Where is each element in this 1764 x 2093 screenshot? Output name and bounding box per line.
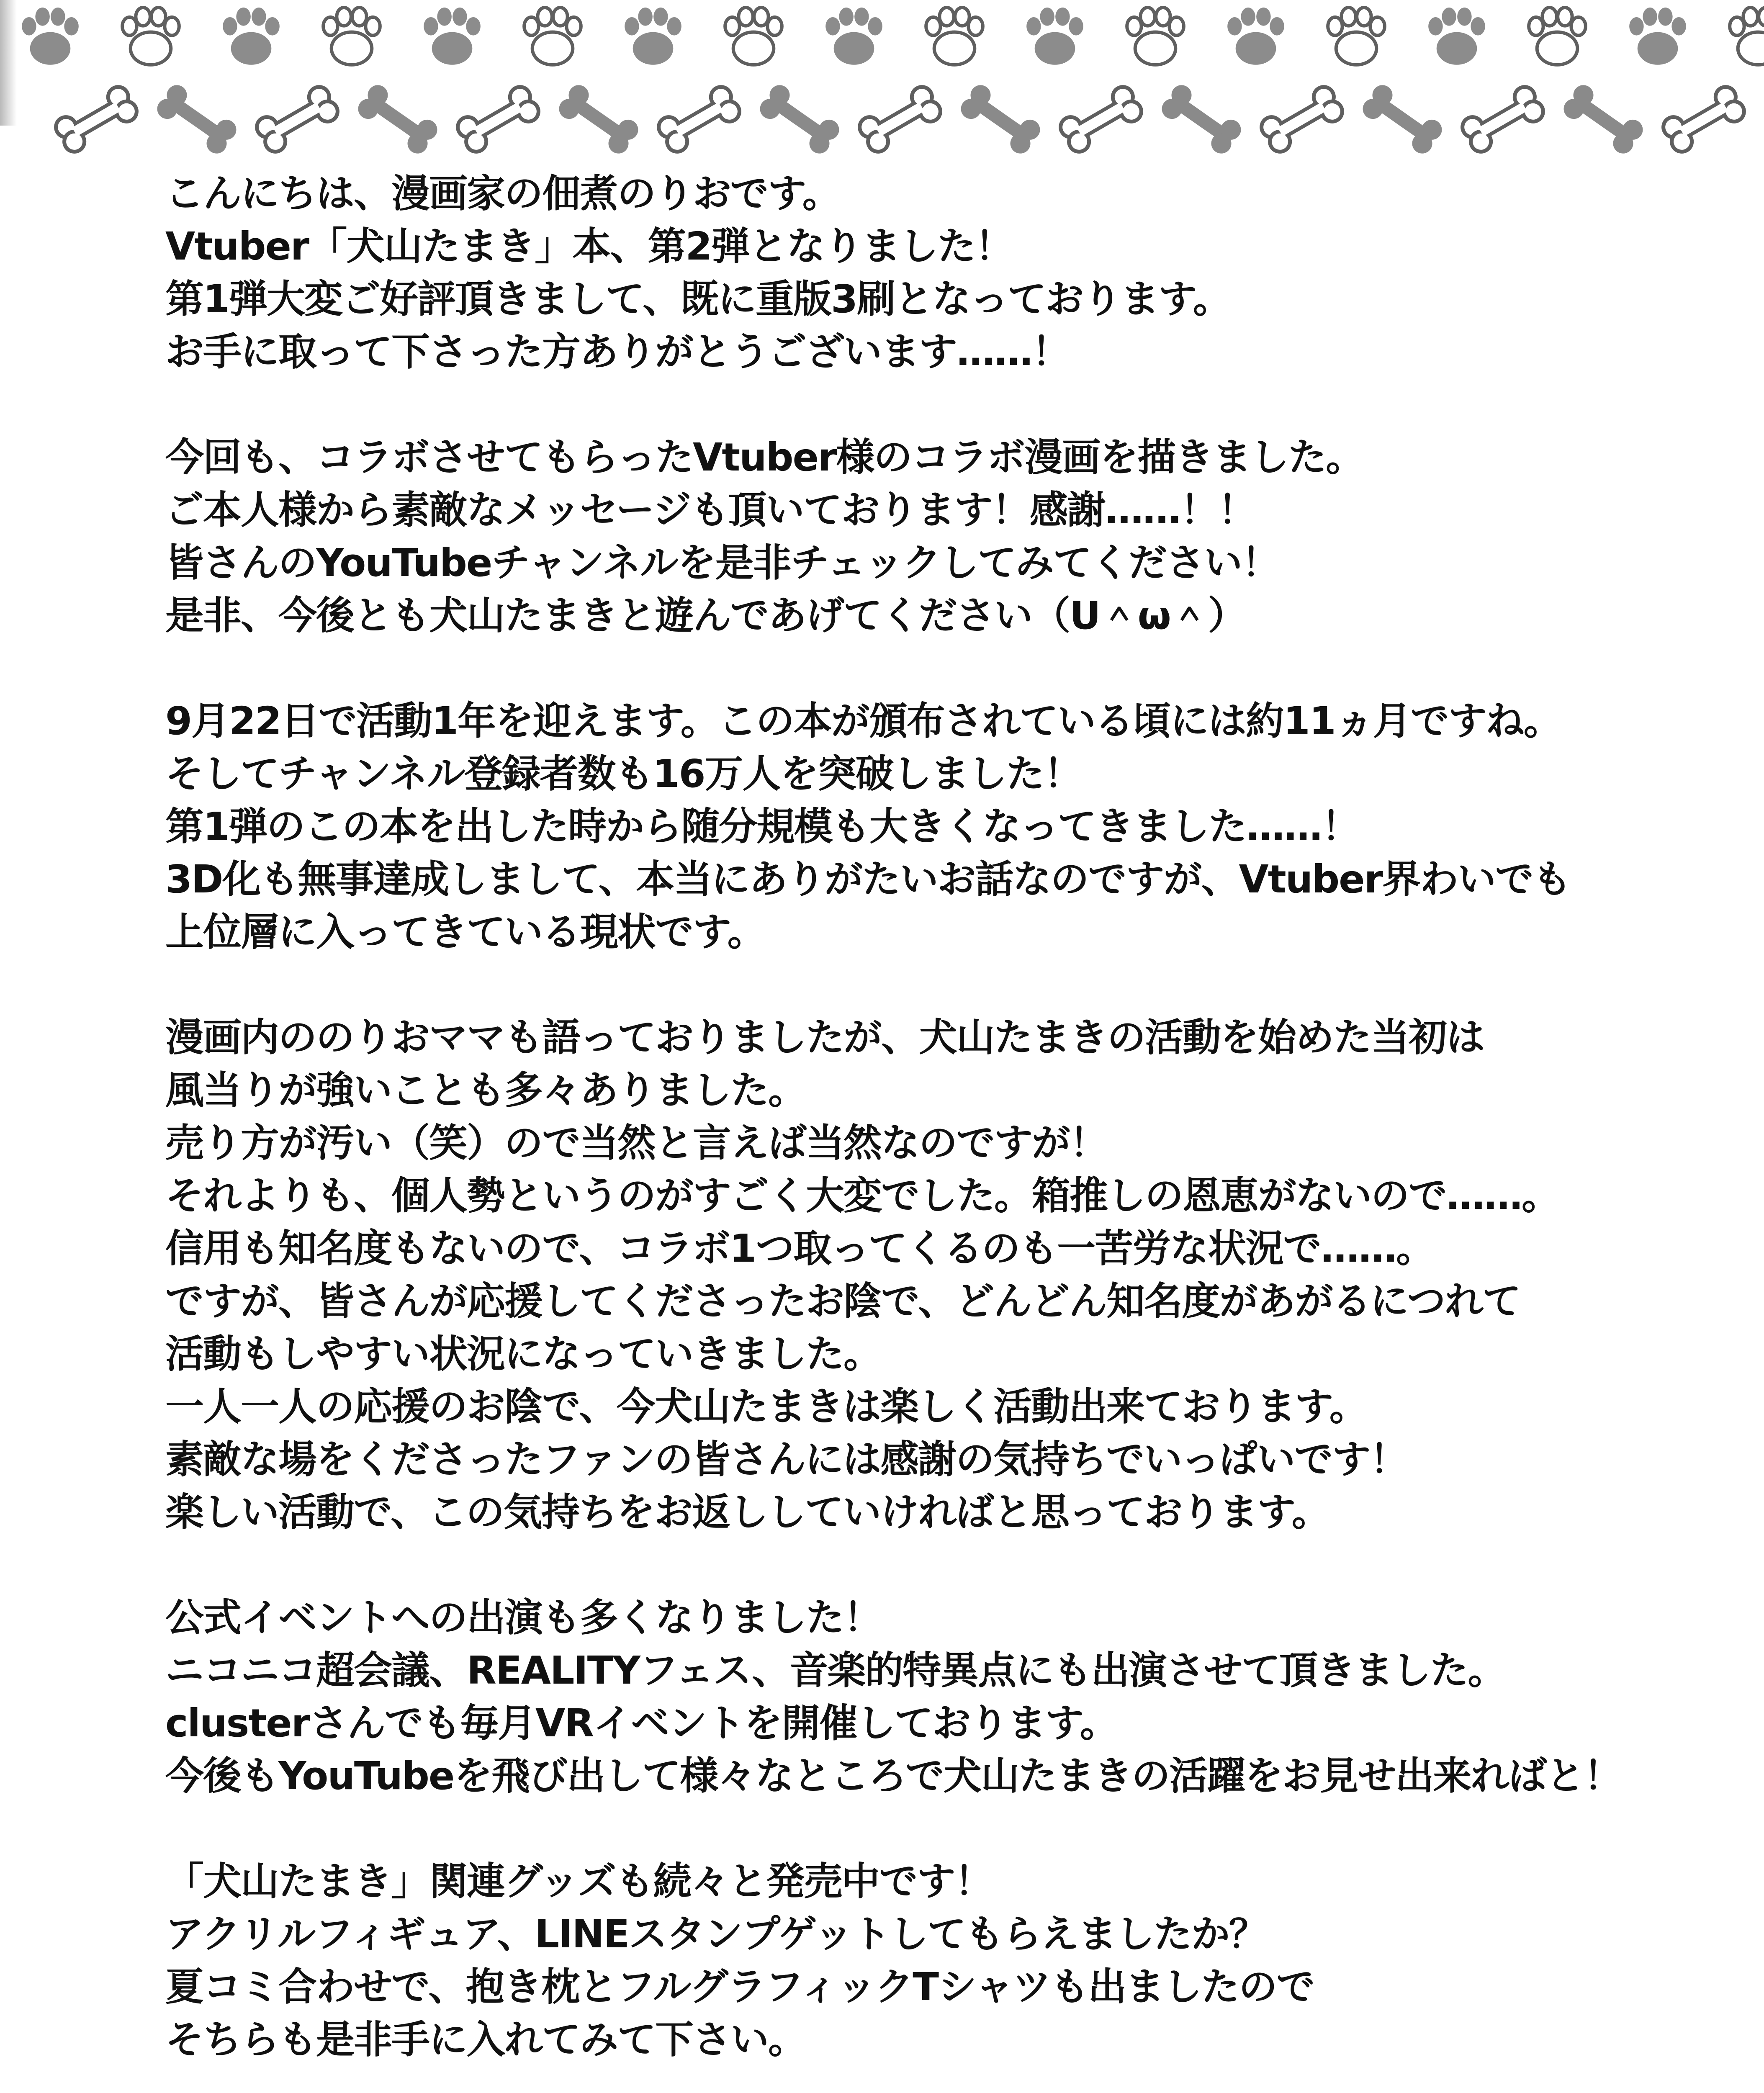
text-line: 一人一人の応援のお陰で、今犬山たまきは楽しく活動出来ております。	[165, 1384, 1367, 1429]
paw-print-icon	[1328, 8, 1385, 65]
paw-print-icon	[1529, 8, 1586, 65]
text-line: 夏コミ合わせで、抱き枕とフルグラフィックTシャツも出ましたので	[165, 1964, 1314, 2009]
paw-print-icon	[1026, 8, 1083, 65]
text-line: 第1弾大変ご好評頂きまして、既に重版3刷となっております。	[165, 277, 1231, 321]
text-line: ですが、皆さんが応援してくださったお陰で、どんどん知名度があがるにつれて	[165, 1279, 1520, 1324]
paw-print-icon	[122, 8, 179, 65]
text-line: 是非、今後とも犬山たまきと遊んであげてください（U＾ω＾）	[165, 593, 1246, 638]
paw-print-icon	[625, 8, 681, 65]
text-line: clusterさんでも毎月VRイベントを開催しております。	[165, 1701, 1118, 1746]
paragraph-history	[165, 1011, 1630, 1539]
afterword-text	[165, 167, 1630, 2093]
paragraph-greeting	[165, 167, 1630, 378]
text-line: それよりも、個人勢というのがすごく大変でした。箱推しの恩恵がないので……。	[165, 1173, 1560, 1218]
paw-print-icon	[1629, 8, 1686, 65]
text-line: 第1弾のこの本を出した時から随分規模も大きくなってきました……！	[165, 804, 1360, 849]
text-line: 9月22日で活動1年を迎えます。この本が頒布されている頃には約11ヵ月ですね。	[165, 699, 1561, 743]
paragraph-goods	[165, 1855, 1630, 2066]
text-line: こんにちは、漫画家の佃煮のりおです。	[165, 171, 840, 216]
text-line: 上位層に入ってきている現状です。	[165, 910, 765, 954]
text-line: 皆さんのYouTubeチャンネルを是非チェックしてみてください！	[165, 540, 1279, 585]
text-line: 3D化も無事達成しまして、本当にありがたいお話なのですが、Vtuber界わいでも	[165, 857, 1571, 902]
paw-print-icon	[725, 8, 782, 65]
bone-icon	[1359, 81, 1446, 157]
bone-icon	[253, 83, 341, 155]
text-line: 公式イベントへの出演も多くなりました！	[165, 1595, 882, 1640]
text-line: 「犬山たまき」関連グッズも続々と発売中です！	[165, 1859, 993, 1904]
bone-icon	[1057, 83, 1145, 155]
text-line: 素敵な場をくださったファンの皆さんには感謝の気持ちでいっぱいです！	[165, 1437, 1408, 1482]
paragraph-collab	[165, 431, 1630, 642]
text-line: 今回も、コラボさせてもらったVtuber様のコラボ漫画を描きました。	[165, 435, 1364, 480]
paw-print-icon	[424, 8, 481, 65]
bone-icon	[52, 83, 140, 155]
paw-print-icon	[323, 8, 380, 65]
paw-print-icon	[1127, 8, 1184, 65]
bone-icon	[1158, 81, 1245, 157]
paragraph-anniversary	[165, 695, 1630, 959]
paragraph-events	[165, 1592, 1630, 1802]
paw-print-icon	[22, 8, 79, 65]
bone-icon	[756, 81, 843, 157]
paw-bone-pattern-top	[0, 0, 1764, 167]
bone-icon	[856, 83, 944, 155]
paw-print-icon	[1730, 8, 1764, 65]
paw-bone-border-top	[0, 0, 1764, 167]
text-line: 売り方が汚い（笑）ので当然と言えば当然なのですが！	[165, 1121, 1108, 1165]
text-line: そしてチャンネル登録者数も16万人を突破しました！	[165, 751, 1082, 796]
bone-icon	[354, 81, 441, 157]
text-line: ご本人様から素敵なメッセージも頂いております！感謝……！！	[165, 488, 1256, 532]
paw-print-icon	[524, 8, 581, 65]
bone-icon	[1660, 83, 1748, 155]
text-line: 活動もしやすい状況になっていきました。	[165, 1332, 882, 1376]
text-line: 今後もYouTubeを飛び出して様々なところで犬山たまきの活躍をお見せ出来ればと！	[165, 1754, 1622, 1798]
text-line: アクリルフィギュア、LINEスタンプゲットしてもらえましたか？	[165, 1912, 1267, 1957]
text-line: 風当りが強いことも多々ありました。	[165, 1068, 806, 1113]
bone-icon	[1258, 83, 1346, 155]
paw-print-icon	[223, 8, 280, 65]
bone-icon	[1560, 81, 1647, 157]
paw-print-icon	[1428, 8, 1485, 65]
bone-icon	[153, 81, 240, 157]
paw-print-icon	[825, 8, 882, 65]
text-line: お手に取って下さった方ありがとうございます……！	[165, 329, 1070, 374]
bone-icon	[555, 81, 642, 157]
paw-print-icon	[926, 8, 983, 65]
paw-print-icon	[1227, 8, 1284, 65]
text-line: Vtuber「犬山たまき」本、第2弾となりました！	[165, 224, 1013, 269]
text-line: 信用も知名度もないので、コラボ1つ取ってくるのも一苦労な状況で……。	[165, 1226, 1434, 1271]
text-line: そちらも是非手に入れてみて下さい。	[165, 2017, 806, 2062]
text-line: 楽しい活動で、この気持ちをお返ししていければと思っております。	[165, 1490, 1329, 1535]
bone-icon	[655, 83, 743, 155]
bone-icon	[454, 83, 542, 155]
text-line: 漫画内ののりおママも語っておりましたが、犬山たまきの活動を始めた当初は	[165, 1015, 1484, 1060]
text-line: ニコニコ超会議、REALITYフェス、音楽的特異点にも出演させて頂きました。	[165, 1648, 1506, 1693]
bone-icon	[1459, 83, 1547, 155]
bone-icon	[957, 81, 1044, 157]
